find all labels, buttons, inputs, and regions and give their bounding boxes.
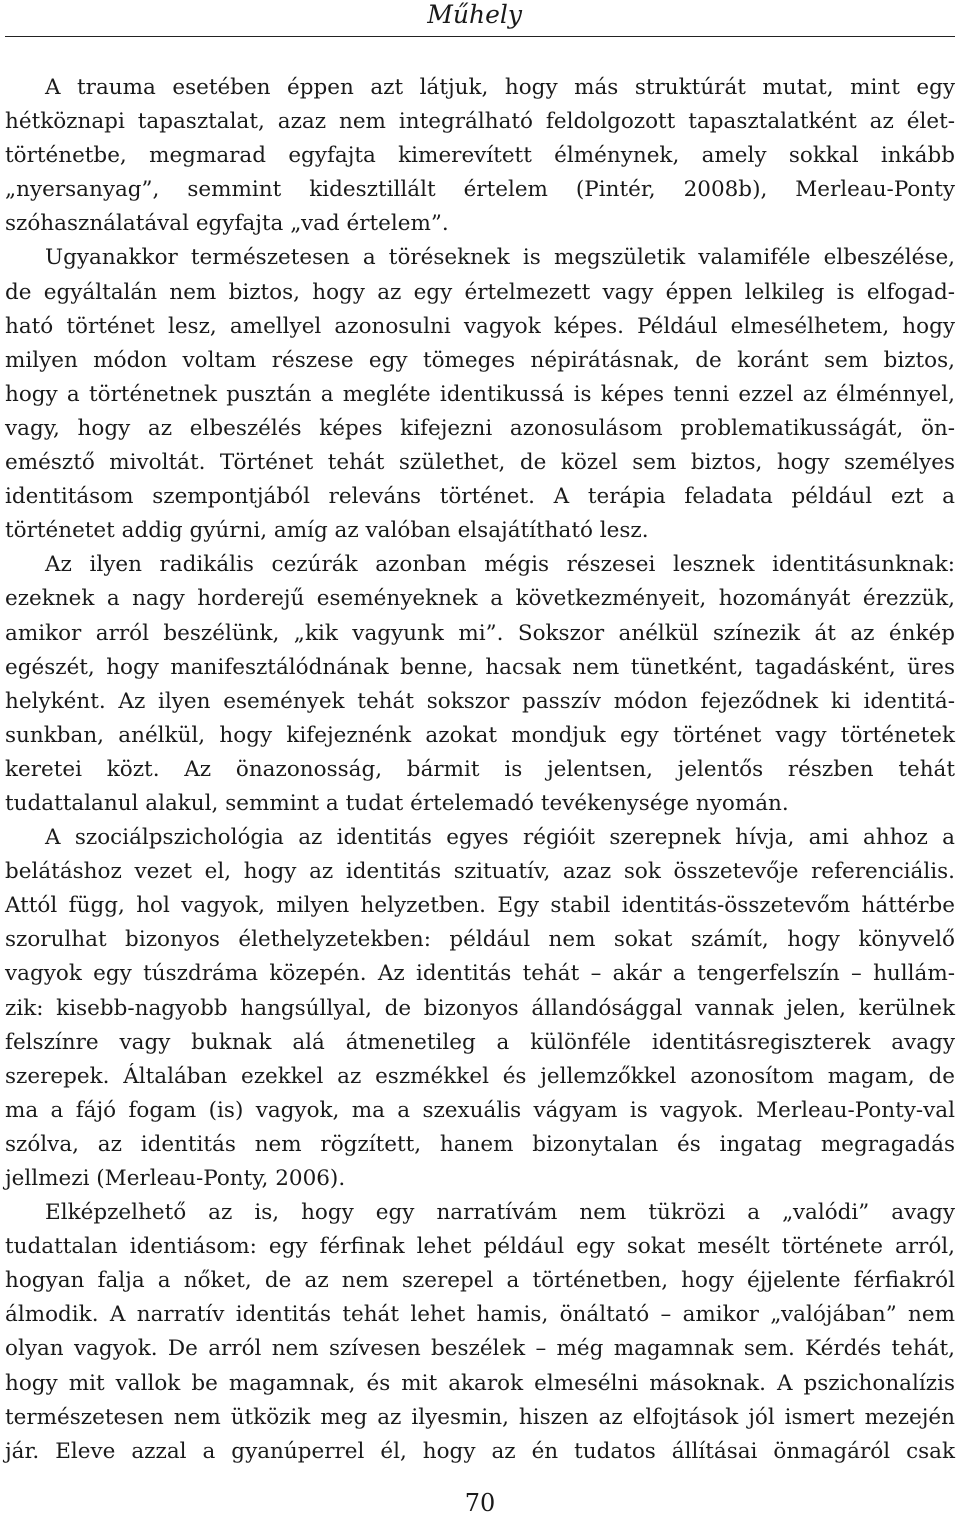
text-line: szóhasználatával egyfajta „vad értelem”. bbox=[5, 211, 449, 237]
text-line: de egyáltalán nem biztos, hogy az egy értelmezett vagy éppen lelkileg is elfogad- bbox=[5, 279, 955, 305]
text-line: identitásom szempontjából releváns történet. A terápia feladata például ezt a bbox=[5, 484, 955, 510]
text-line: történetbe, megmarad egyfajta kimerevített élménynek, amely sokkal inkább bbox=[5, 143, 955, 169]
text-line: természetesen nem ütközik meg az ilyesmin, hiszen az elfojtások jól ismert mezején bbox=[5, 1404, 955, 1430]
text-line: történetet addig gyúrni, amíg az valóban elsajátítható lesz. bbox=[5, 518, 649, 544]
page-number: 70 bbox=[464, 1489, 496, 1517]
text-line: amikor arról beszélünk, „kik vagyunk mi”. Sokszor anélkül színezik át az énkép bbox=[5, 620, 955, 646]
text-line: A szociálpszichológia az identitás egyes régióit szerepnek hívja, ami ahhoz a bbox=[45, 825, 955, 851]
text-line: szorulhat bizonyos élethelyzetekben: például nem sokat számít, hogy könyvelő bbox=[5, 927, 955, 953]
text-line: „nyersanyag”, semmint kidesztillált értelem (Pintér, 2008b), Merleau-Ponty bbox=[5, 177, 955, 203]
text-line: jár. Eleve azzal a gyanúperrel él, hogy az én tudatos állításai önmagáról csak bbox=[5, 1438, 955, 1464]
text-line: szólva, az identitás nem rögzített, hanem bizonytalan és ingatag megragadás bbox=[5, 1131, 955, 1157]
text-line: felszínre vagy buknak alá átmenetileg a különféle identitásregiszterek avagy bbox=[5, 1029, 955, 1055]
text-line: vagyok egy túszdráma közepén. Az identitás tehát – akár a tengerfelszín – hullám- bbox=[5, 961, 955, 987]
text-line: Attól függ, hol vagyok, milyen helyzetben. Egy stabil identitás-összetevőm háttérbe bbox=[5, 893, 955, 919]
text-line: ma a fájó fogam (is) vagyok, ma a szexuális vágyam is vagyok. Merleau-Ponty-val bbox=[5, 1097, 955, 1123]
text-line: Az ilyen radikális cezúrák azonban mégis részesei lesznek identitásunknak: bbox=[45, 552, 955, 578]
text-line: milyen módon voltam részese egy tömeges népirátásnak, de koránt sem biztos, bbox=[5, 347, 955, 373]
text-line: álmodik. A narratív identitás tehát lehet hamis, önáltató – amikor „valójában” nem bbox=[5, 1302, 955, 1328]
text-line: Elképzelhető az is, hogy egy narratívám nem tükrözi a „valódi” avagy bbox=[45, 1200, 955, 1226]
header-rule bbox=[5, 36, 955, 37]
text-line: ható történet lesz, amellyel azonosulni vagyok képes. Például elmesélhetem, hogy bbox=[5, 313, 955, 339]
text-line: A trauma esetében éppen azt látjuk, hogy más struktúrát mutat, mint egy bbox=[45, 75, 955, 100]
text-line: jellmezi (Merleau-Ponty, 2006). bbox=[5, 1166, 346, 1191]
text-line: zik: kisebb-nagyobb hangsúllyal, de bizonyos állandósággal vannak jelen, kerülnek bbox=[5, 995, 955, 1021]
text-line: hogy a történetnek pusztán a megléte identikussá is képes tenni ezzel az élménnyel, bbox=[5, 381, 955, 407]
text-line: tudattalanul alakul, semmint a tudat értelemadó tevékenysége nyomán. bbox=[5, 790, 789, 816]
text-line: olyan vagyok. De arról nem szívesen beszélek – még magamnak sem. Kérdés tehát, bbox=[5, 1336, 955, 1362]
text-line: egészét, hogy manifesztálódnának benne, hacsak nem tünetként, tagadásként, üres bbox=[5, 654, 955, 680]
text-line: belátáshoz vezet el, hogy az identitás szituatív, azaz sok összetevője referenciális. bbox=[5, 859, 955, 885]
text-line: ezeknek a nagy horderejű eseményeknek a következményeit, hozományát érezzük, bbox=[5, 586, 955, 612]
text-line: szerepek. Általában ezekkel az eszmékkel és jellemzőkkel azonosítom magam, de bbox=[5, 1063, 955, 1089]
text-line: vagy, hogy az elbeszélés képes kifejezni azonosulásom problematikusságát, ön- bbox=[5, 415, 955, 441]
text-line: keretei közt. Az önazonosság, bármit is jelentsen, jelentős részben tehát bbox=[5, 756, 955, 782]
text-line: helyként. Az ilyen események tehát sokszor passzív módon fejeződnek ki identitá- bbox=[5, 688, 955, 714]
text-line: emésztő mivoltát. Történet tehát születhet, de közel sem biztos, hogy személyes bbox=[5, 450, 955, 476]
text-line: hogyan falja a nőket, de az nem szerepel a történetben, hogy éjjelente férfiakról bbox=[5, 1268, 955, 1294]
text-line: Ugyanakkor természetesen a töréseknek is megszületik valamiféle elbeszélése, bbox=[45, 245, 955, 271]
running-head: Műhely bbox=[427, 0, 522, 29]
text-line: tudattalan identiásom: egy férfinak lehet például egy sokat mesélt története arról, bbox=[5, 1234, 955, 1260]
text-line: hétköznapi tapasztalat, azaz nem integrálható feldolgozott tapasztalatként az élet- bbox=[5, 109, 955, 135]
body-text bbox=[5, 71, 955, 1469]
text-line: hogy mit vallok be magamnak, és mit akarok elmesélni másoknak. A pszichonalízis bbox=[5, 1370, 955, 1396]
text-line: sunkban, anélkül, hogy kifejeznénk azokat mondjuk egy történet vagy történetek bbox=[5, 722, 955, 748]
